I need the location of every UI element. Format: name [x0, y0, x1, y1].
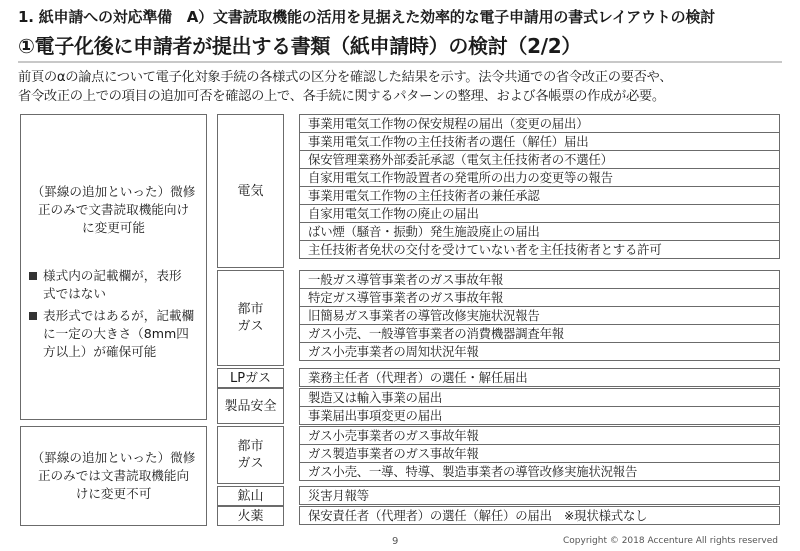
form-row: 保安管理業務外部委託承認（電気主任技術者の不選任）	[299, 151, 780, 169]
heading-line: （罫線の追加といった）微修	[31, 184, 196, 199]
category-label: LPガス	[229, 370, 272, 386]
category-city-gas	[217, 270, 284, 366]
criteria-list	[29, 267, 200, 365]
form-row: 事業用電気工作物の主任技術者の兼任承認	[299, 187, 780, 205]
category-electricity	[217, 114, 284, 268]
form-row: ガス小売、一般導管事業者の消費機器調査年報	[299, 325, 780, 343]
form-row: 業務主任者（代理者）の選任・解任届出	[299, 368, 780, 387]
convertible-heading	[21, 183, 206, 237]
criteria-line: 様式内の記載欄が，表形	[43, 268, 182, 283]
form-row: 保安責任者（代理者）の選任（解任）の届出 ※現状様式なし	[299, 506, 780, 525]
category-label: 鉱山	[237, 488, 264, 504]
intro-line: 前頁のαの論点について電子化対象手続の各様式の区分を確認した結果を示す。法令共通での省令改正の要否や、	[18, 70, 673, 85]
copyright: Copyright © 2018 Accenture All rights reserved	[563, 536, 778, 546]
not-convertible-heading	[21, 449, 206, 503]
heading-line: けに変更不可	[75, 486, 152, 501]
category-label: ガス	[237, 319, 264, 334]
criteria-line: 方以上）が確保可能	[43, 344, 157, 359]
form-row: 旧簡易ガス事業者の導管改修実施状況報告	[299, 307, 780, 325]
form-row: 特定ガス導管事業者のガス事故年報	[299, 289, 780, 307]
form-row: 製造又は輸入事業の届出	[299, 388, 780, 407]
form-list-lp-gas	[299, 368, 780, 387]
form-row: ガス小売事業者のガス事故年報	[299, 426, 780, 445]
heading-line: 正のみで文書読取機能向け	[37, 202, 190, 217]
criteria-line: 表形式ではあるが，記載欄	[43, 308, 195, 323]
form-list-product-safety	[299, 388, 780, 425]
form-list-electricity	[299, 114, 780, 259]
square-bullet-icon	[29, 272, 37, 280]
category-label: ガス	[237, 456, 264, 471]
criteria-line: 式ではない	[43, 286, 106, 301]
form-row: ガス小売事業者の周知状況年報	[299, 343, 780, 361]
heading-line: （罫線の追加といった）微修	[31, 450, 196, 465]
heading-line: 正のみでは文書読取機能向	[37, 468, 190, 483]
form-row: 一般ガス導管事業者のガス事故年報	[299, 270, 780, 289]
category-product-safety	[217, 388, 284, 424]
form-row: 事業用電気工作物の主任技術者の選任（解任）届出	[299, 133, 780, 151]
category-explosives	[217, 506, 284, 526]
form-list-mining	[299, 486, 780, 505]
form-row: ガス小売、一導、特導、製造事業者の導管改修実施状況報告	[299, 463, 780, 481]
not-convertible-panel	[20, 426, 207, 526]
form-row: 自家用電気工作物の廃止の届出	[299, 205, 780, 223]
heading-line: に変更可能	[82, 220, 145, 235]
criteria-item	[29, 267, 200, 303]
category-label: 都市	[237, 302, 264, 317]
form-row: ばい煙（騒音・振動）発生施設廃止の届出	[299, 223, 780, 241]
form-row: 事業届出事項変更の届出	[299, 407, 780, 425]
criteria-line: に一定の大きさ（8mm四	[43, 326, 189, 341]
section-heading: 1. 紙申請への対応準備 A）文書読取機能の活用を見据えた効率的な電子申請用の書式レイアウトの検討	[18, 8, 715, 26]
title-divider	[18, 61, 782, 63]
category-mining	[217, 486, 284, 506]
convertible-panel	[20, 114, 207, 420]
category-label: 都市	[237, 439, 264, 454]
page-title: ①電子化後に申請者が提出する書類（紙申請時）の検討（2/2）	[18, 34, 582, 58]
form-list-city-gas-2	[299, 426, 780, 481]
form-row: 自家用電気工作物設置者の発電所の出力の変更等の報告	[299, 169, 780, 187]
category-label: 製品安全	[224, 398, 277, 414]
criteria-item	[29, 307, 200, 361]
form-row: 主任技術者免状の交付を受けていない者を主任技術者とする許可	[299, 241, 780, 259]
form-row: 事業用電気工作物の保安規程の届出（変更の届出）	[299, 114, 780, 133]
intro-line: 省令改正の上での項目の追加可否を確認の上で、各手続に関するパターンの整理、および各帳票の作成が必要。	[18, 89, 665, 104]
form-list-city-gas	[299, 270, 780, 361]
page-number: 9	[392, 536, 399, 547]
category-label: 火薬	[237, 508, 264, 524]
square-bullet-icon	[29, 312, 37, 320]
form-row: ガス製造事業者のガス事故年報	[299, 445, 780, 463]
form-list-explosives	[299, 506, 780, 525]
category-city-gas-2	[217, 426, 284, 484]
form-row: 災害月報等	[299, 486, 780, 505]
intro-text	[18, 68, 782, 106]
category-label: 電気	[237, 183, 264, 199]
category-lp-gas	[217, 368, 284, 388]
